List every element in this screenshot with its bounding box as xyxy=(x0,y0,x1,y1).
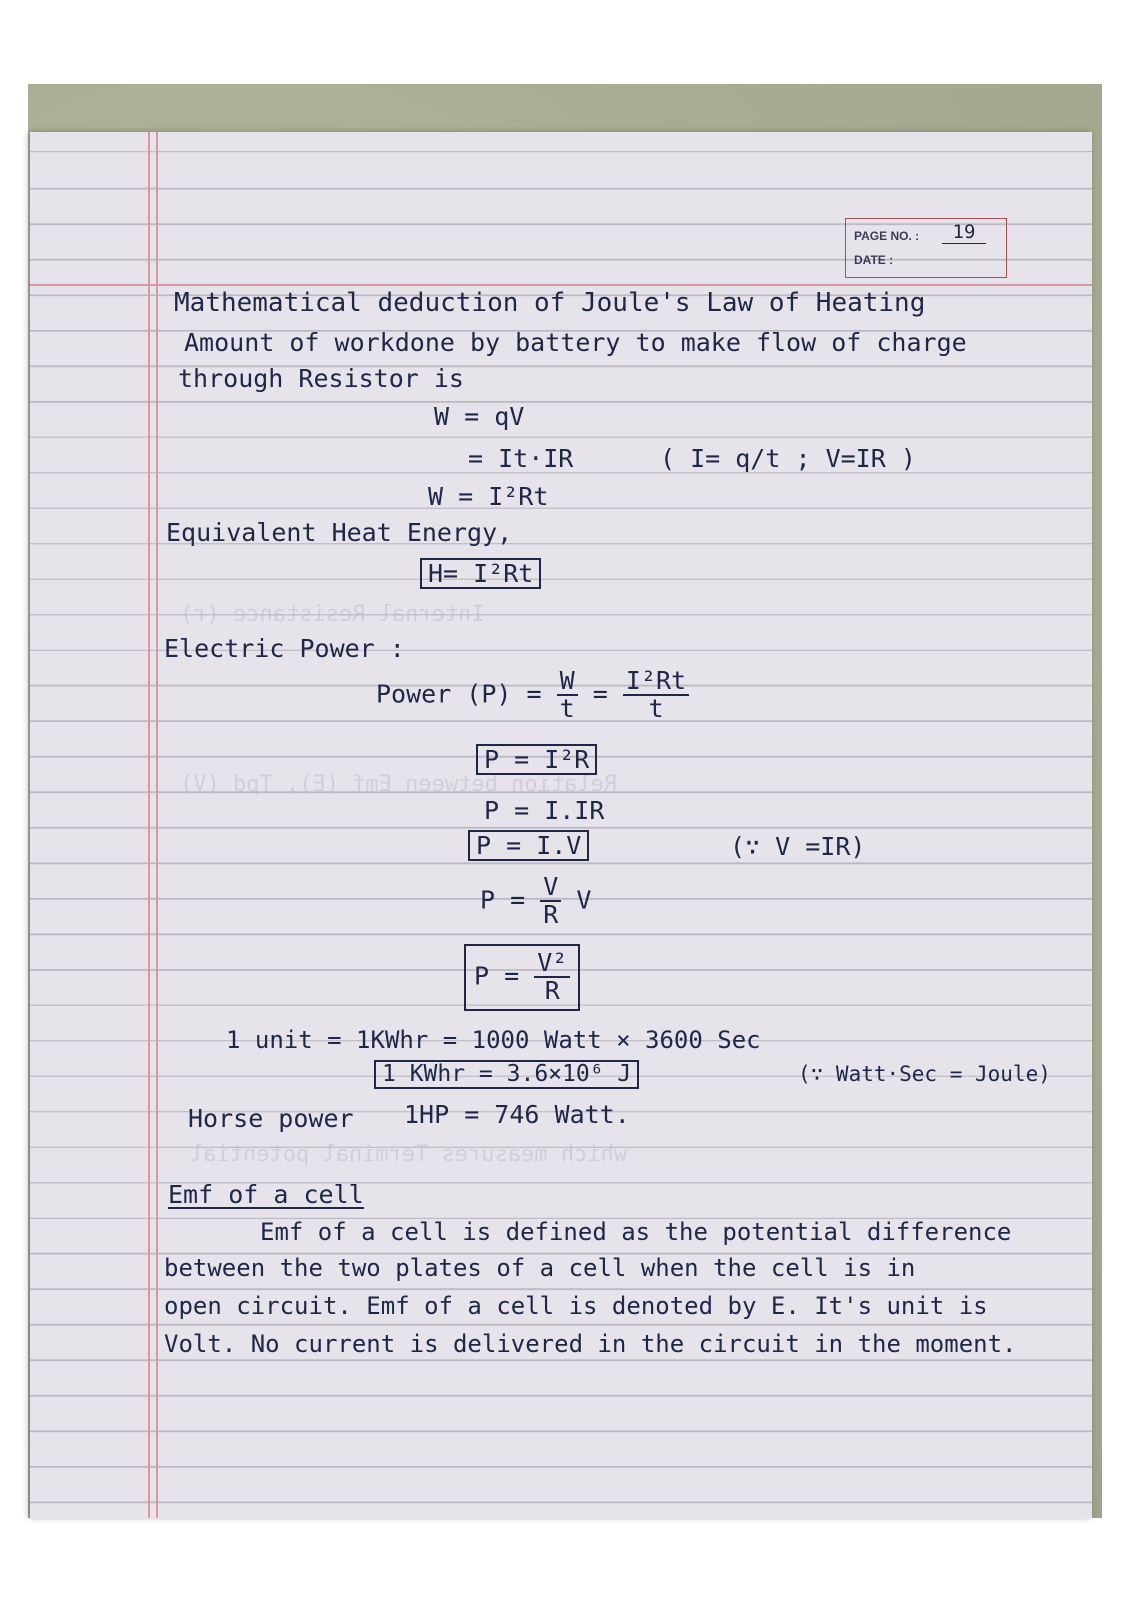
notebook-page xyxy=(30,132,1092,1518)
page-no-label: PAGE NO. : xyxy=(854,229,920,243)
power-definition xyxy=(376,668,689,723)
kwhr-formula-box: 1 KWhr = 3.6×10⁶ J xyxy=(374,1060,639,1089)
numerator: V² xyxy=(534,950,570,978)
fraction xyxy=(540,874,561,929)
denominator: R xyxy=(544,976,560,1006)
power-formula-box: P = I²R xyxy=(476,744,597,775)
equals-sign: = xyxy=(592,679,608,709)
margin-line xyxy=(156,132,158,1518)
heat-formula-box: H= I²Rt xyxy=(420,558,541,589)
kwhr-note: (∵ Watt·Sec = Joule) xyxy=(798,1062,1051,1086)
power-formula xyxy=(480,874,591,929)
page-no-value: 19 xyxy=(942,221,986,244)
margin-line xyxy=(148,132,150,1518)
equation-work: W = I²Rt xyxy=(428,482,549,511)
power-formula-lhs: P = xyxy=(480,885,526,915)
heat-label: Equivalent Heat Energy, xyxy=(166,518,513,547)
intro-line: Amount of workdone by battery to make flow of charge xyxy=(184,328,967,357)
unit-conversion: 1 unit = 1KWhr = 1000 Watt × 3600 Sec xyxy=(226,1026,761,1054)
show-through-text: which measures Terminal potential xyxy=(190,1142,628,1167)
show-through-text: Internal Resistance (r) xyxy=(180,602,485,627)
intro-line: through Resistor is xyxy=(178,364,464,393)
numerator: W xyxy=(557,668,578,696)
fraction xyxy=(534,950,570,1005)
page-heading: Mathematical deduction of Joule's Law of Heating xyxy=(174,288,926,318)
numerator: I²Rt xyxy=(623,668,689,696)
equation-work: = It·IR xyxy=(468,444,574,473)
equation-note: ( I= q/t ; V=IR ) xyxy=(660,444,916,473)
paragraph-line: open circuit. Emf of a cell is denoted by E. It's unit is xyxy=(164,1292,988,1320)
power-formula-note: (∵ V =IR) xyxy=(730,832,866,861)
power-formula-box: P = I.V xyxy=(468,830,589,861)
fraction xyxy=(557,668,578,723)
horse-power-label: Horse power xyxy=(188,1104,354,1133)
equation-work: W = qV xyxy=(434,402,525,431)
horse-power-value: 1HP = 746 Watt. xyxy=(404,1100,630,1129)
power-formula-box xyxy=(464,944,580,1011)
page-number-box xyxy=(845,218,1007,278)
denominator: t xyxy=(559,694,575,724)
paragraph-line: Volt. No current is delivered in the circuit in the moment. xyxy=(164,1330,1017,1358)
header-rule xyxy=(30,284,1092,286)
date-label: DATE : xyxy=(854,253,894,267)
numerator: V xyxy=(540,874,561,902)
paragraph-line: Emf of a cell is defined as the potential difference xyxy=(260,1218,1012,1246)
power-label: Electric Power : xyxy=(164,634,405,663)
paragraph-line: between the two plates of a cell when the cell is in xyxy=(164,1254,916,1282)
fraction xyxy=(623,668,689,723)
section-heading-emf: Emf of a cell xyxy=(168,1180,364,1209)
power-definition-lhs: Power (P) = xyxy=(376,679,542,709)
power-formula-rhs: V xyxy=(576,885,592,915)
power-formula: P = I.IR xyxy=(484,796,605,825)
power-formula-lhs: P = xyxy=(474,961,520,991)
denominator: t xyxy=(648,694,664,724)
show-through-text: Relation between Emf (E), Tpd (V) xyxy=(180,772,618,797)
denominator: R xyxy=(543,900,559,930)
